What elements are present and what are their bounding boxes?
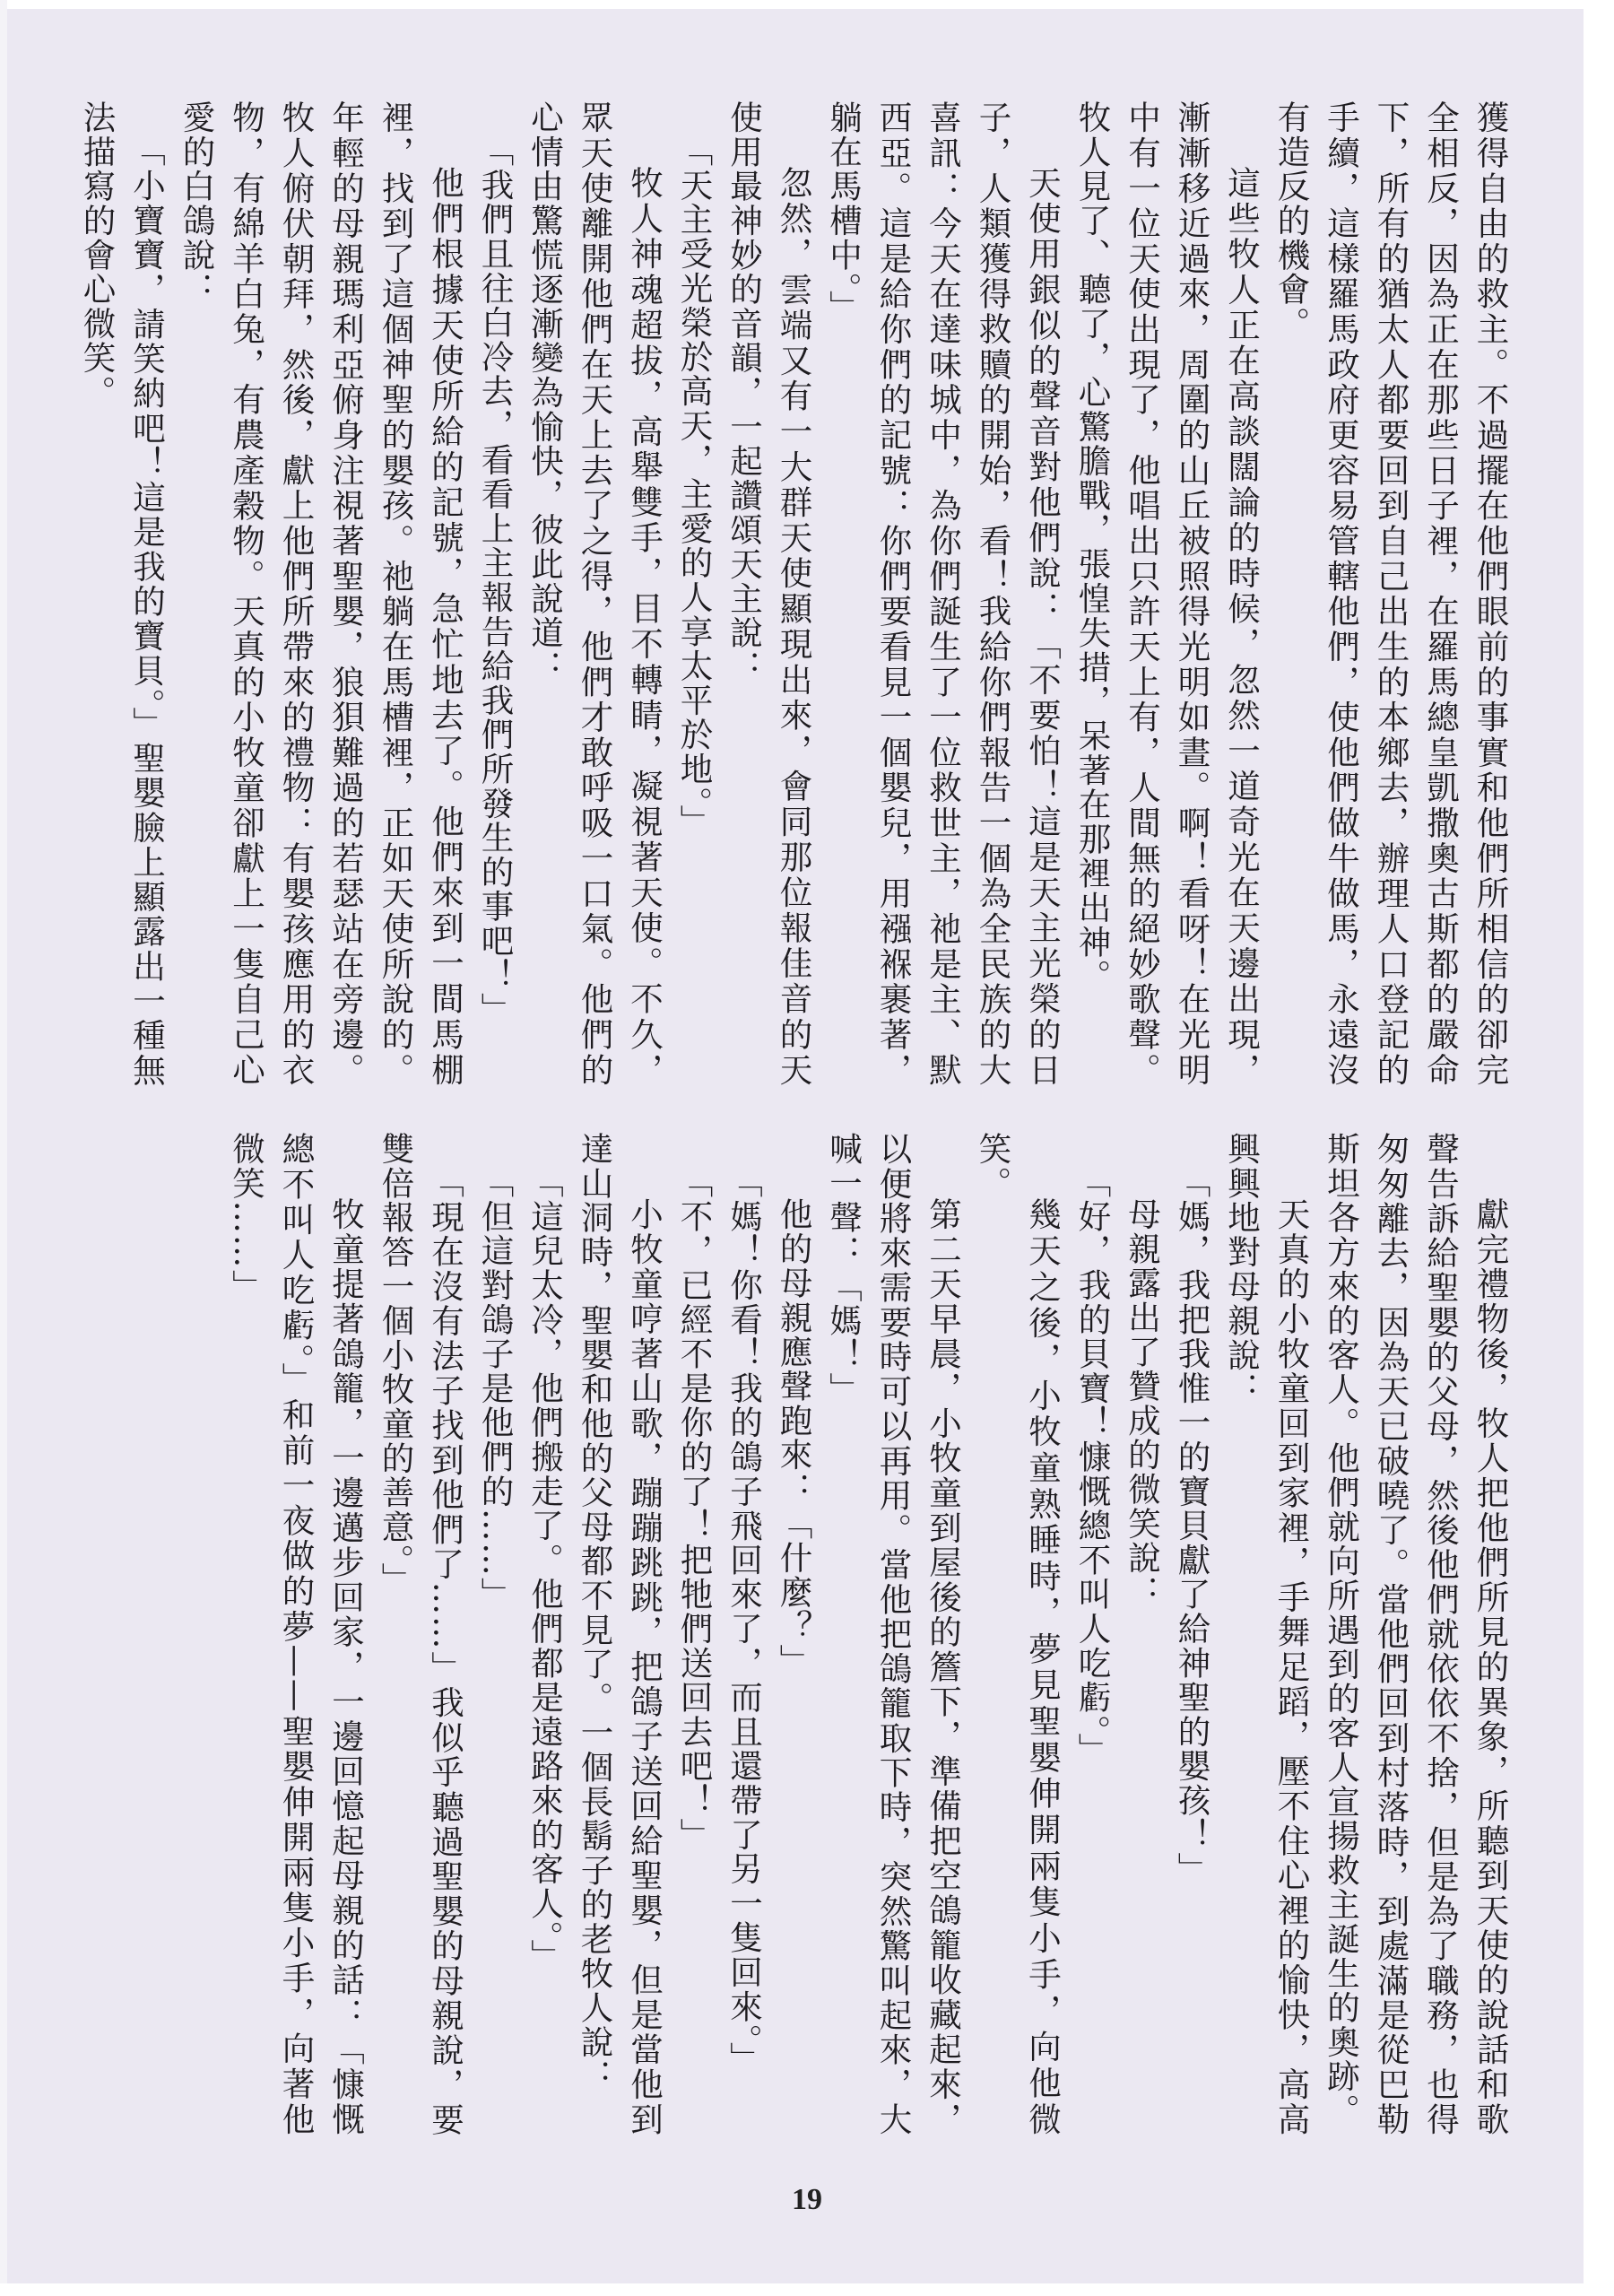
paragraph: 幾天之後，小牧童熟睡時，夢見聖嬰伸開兩隻小手，向他微笑。 (974, 1132, 1063, 2136)
paragraph: 他的母親應聲跑來：「什麼？」 (775, 1197, 813, 1679)
quote-paragraph: 「現在沒有法子找到他們了……」我似乎聽過聖嬰的母親說，要雙倍報答一個小牧童的善意。」 (377, 1132, 465, 2136)
page-number: 19 (792, 2183, 822, 2216)
paragraph: 牧人神魂超拔，高舉雙手，目不轉睛，凝視著天使。不久，眾天使離開他們在天上去了之得，他們才敢呼吸一口氣。他們的心情由驚慌逐漸變為愉快，彼此說道： (525, 100, 664, 1087)
scan-margin-top (0, 0, 1614, 9)
paragraph: 這些牧人正在高談闊論的時候，忽然一道奇光在天邊出現，漸漸移近過來，周圍的山丘被照得光明如晝。啊！看呀！在光明中有一位天使出現了，他唱出只許天上有，人間無的絕妙歌聲。牧人見了、聽了，心驚膽戰，張惶失措，呆著在那裡出神。 (1073, 100, 1262, 1087)
text-column-top (78, 100, 1515, 1087)
quote-paragraph: 「但這對鴿子是他們的……」 (476, 1164, 515, 1612)
paragraph: 母親露出了贊成的微笑說： (1123, 1197, 1162, 1610)
quote-paragraph: 「媽！你看！我的鴿子飛回來了，而且還帶了另一隻回來。」 (725, 1164, 764, 2076)
quote-paragraph: 「小寶寶，請笑納吧！這是我的寶貝。」聖嬰臉上顯露出一種無法描寫的會心微笑。 (78, 100, 167, 1087)
quote-paragraph: 「不，已經不是你的了！把牠們送回去吧！」 (675, 1164, 714, 1852)
paragraph: 天使用銀似的聲音對他們說：「不要怕！這是天主光榮的日子，人類獲得救贖的開始，看！我給你們報告一個為全民族的大喜訊：今天在達味城中，為你們誕生了一位救世主，祂是主、默西亞。這是給你們的記號：你們要看見一個嬰兒，用襁褓裹著，躺在馬槽中。」 (824, 100, 1063, 1087)
quote-paragraph: 「好，我的貝寶！慷慨總不叫人吃虧。」 (1073, 1164, 1112, 1767)
scan-margin-bottom (0, 2283, 1614, 2296)
paragraph: 獻完禮物後，牧人把他們所見的異象，所聽到天使的說話和歌聲告訴給聖嬰的父母，然後他們就依依不捨，但是為了職務，也得匆匆離去，因為天已破曉了。當他們回到村落時，到處滿是從巴勒斯坦各方來的客人。他們就向所遇到的客人宣揚救主誕生的奧跡。 (1322, 1132, 1510, 2136)
quote-paragraph: 「這兒太冷，他們搬走了。他們都是遠路來的客人。」 (525, 1164, 565, 1973)
quote-paragraph: 「我們且往白冷去，看看上主報告給我們所發生的事吧！」 (476, 133, 515, 1027)
paragraph: 獲得自由的救主。不過擺在他們眼前的事實和他們所相信的卻完全相反，因為正在那些日子裡，在羅馬總皇凱撒奧古斯都的嚴命下，所有的猶太人都要回到自己出生的本鄉去，辦理人口登記的手續，這樣羅馬政府更容易管轄他們，使他們做牛做馬，永遠沒有造反的機會。 (1272, 100, 1510, 1087)
scan-margin-left (0, 0, 7, 2296)
scan-margin-right (1584, 0, 1614, 2296)
quote-paragraph: 「天主受光榮於高天，主愛的人享太平於地。」 (675, 133, 714, 839)
paragraph: 牧童提著鴿籠，一邊邁步回家，一邊回憶起母親的話：「慷慨總不叫人吃虧。」和前一夜做的夢——聖嬰伸開兩隻小手，向著他微笑……」 (227, 1132, 366, 2136)
paragraph: 他們根據天使所給的記號，急忙地去了。他們來到一間馬棚裡，找到了這個神聖的嬰孩。祂躺在馬槽裡，正如天使所說的。年輕的母親瑪利亞俯身注視著聖嬰，狼狽難過的若瑟站在旁邊。牧人俯伏朝拜，然後，獻上他們所帶來的禮物：有嬰孩應用的衣物，有綿羊白兔，有農產穀物。天真的小牧童卻獻上一隻自己心愛的白鴿說： (178, 100, 465, 1087)
paragraph: 天真的小牧童回到家裡，手舞足蹈，壓不住心裡的愉快，高高興興地對母親說： (1222, 1132, 1311, 2136)
paragraph: 第二天早晨，小牧童到屋後的簷下，準備把空鴿籠收藏起來，以便將來需要時可以再用。當他把鴿籠取下時，突然驚叫起來，大喊一聲：「媽！」 (824, 1132, 963, 2136)
paragraph: 小牧童哼著山歌，蹦蹦跳跳，把鴿子送回給聖嬰，但是當他到達山洞時，聖嬰和他的父母都不見了。一個長鬍子的老牧人說： (576, 1132, 664, 2136)
quote-paragraph: 「媽，我把我惟一的寶貝獻了給神聖的嬰孩！」 (1173, 1164, 1211, 1886)
text-column-bottom (108, 1132, 1515, 2136)
paragraph: 忽然，雲端又有一大群天使顯現出來，會同那位報佳音的天使用最神妙的音韻，一起讚頌天主說： (725, 100, 813, 1087)
